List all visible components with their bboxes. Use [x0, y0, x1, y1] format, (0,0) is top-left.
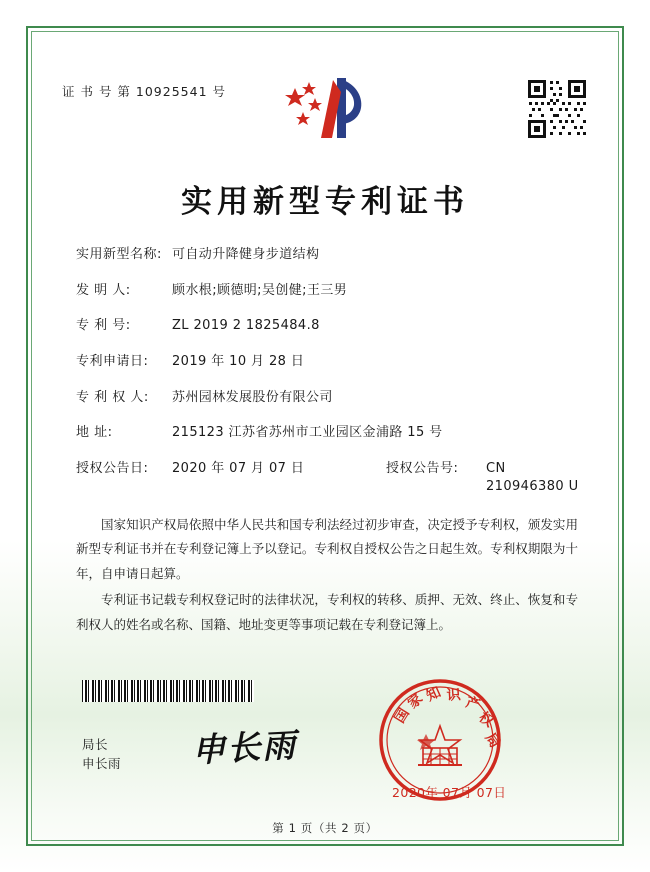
field-value-grant-number: CN 210946380 U — [486, 461, 579, 495]
qr-code-icon — [526, 78, 588, 140]
legal-paragraph-2: 专利证书记载专利权登记时的法律状况，专利权的转移、质押、无效、终止、恢复和专利权人的姓名或名称、国籍、地址变更等事项记载在专利登记簿上。 — [76, 592, 578, 632]
svg-text:权: 权 — [475, 709, 497, 731]
legal-paragraph-1: 国家知识产权局依照中华人民共和国专利法经过初步审查，决定授予专利权，颁发实用新型专利证书并在专利登记簿上予以登记。专利权自授权公告之日起生效。专利权期限为十年，自申请日起算。 — [76, 517, 578, 581]
svg-text:家: 家 — [404, 690, 427, 712]
svg-text:识: 识 — [446, 687, 462, 704]
svg-text:局: 局 — [481, 730, 503, 751]
director-title-label: 局长 — [82, 737, 109, 752]
legal-body-text — [76, 513, 578, 639]
page-number: 第 1 页（共 2 页） — [272, 821, 378, 835]
handwritten-signature: 申长雨 — [191, 725, 299, 770]
field-label-grant-number: 授权公告号: — [386, 461, 459, 477]
field-value: ZL 2019 2 1825484.8 — [172, 318, 320, 334]
field-label-grant-date: 授权公告日: — [76, 461, 149, 477]
field-row-application-date — [76, 353, 580, 371]
field-row-grant-announcement — [76, 460, 580, 496]
field-row-address — [76, 424, 580, 442]
field-label: 专利申请日: — [76, 354, 149, 370]
field-row-utility-model-name — [76, 246, 580, 264]
svg-text:知: 知 — [424, 684, 444, 705]
field-value: 顾水根;顾德明;吴创健;王三男 — [172, 282, 348, 298]
field-value: 215123 江苏省苏州市工业园区金浦路 15 号 — [172, 425, 443, 441]
field-label: 地 址: — [76, 425, 113, 441]
field-value: 苏州园林发展股份有限公司 — [172, 389, 333, 405]
page-title: 实用新型专利证书 — [181, 184, 469, 220]
svg-text:产: 产 — [463, 694, 482, 714]
field-row-patentee — [76, 389, 580, 407]
barcode — [82, 680, 254, 702]
signature-labels — [82, 735, 121, 774]
seal-date: 2020年 07月 07日 — [392, 785, 507, 800]
field-row-inventors — [76, 282, 580, 300]
field-label: 发 明 人: — [76, 282, 131, 298]
field-value: 可自动升降健身步道结构 — [172, 247, 320, 262]
cnipa-logo-icon — [275, 72, 375, 144]
field-label: 专 利 权 人: — [76, 389, 149, 405]
field-value: 2019 年 10 月 28 日 — [172, 354, 305, 370]
certificate-number: 证 书 号 第 10925541 号 — [62, 84, 226, 99]
svg-text:国: 国 — [391, 705, 413, 727]
field-label: 专 利 号: — [76, 318, 131, 334]
field-label: 实用新型名称: — [76, 247, 162, 262]
certificate-fields — [76, 246, 580, 514]
director-name-label: 申长雨 — [82, 756, 122, 772]
field-row-patent-number — [76, 317, 580, 335]
field-value-grant-date: 2020 年 07 月 07 日 — [172, 461, 305, 477]
